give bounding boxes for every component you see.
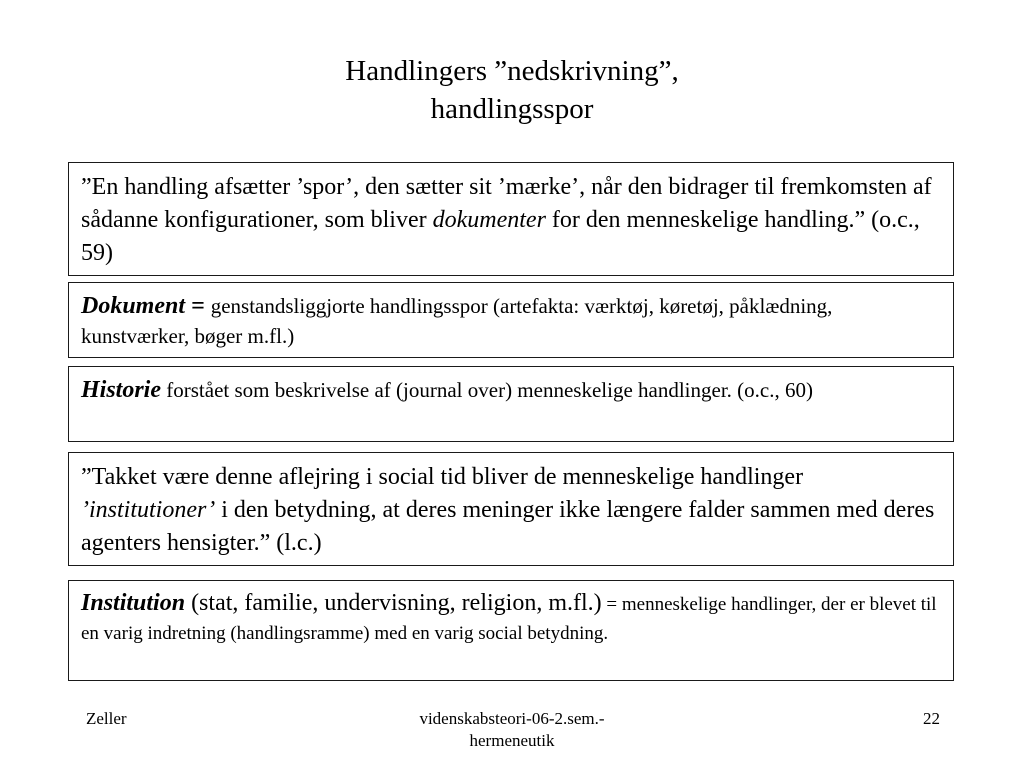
definition-text-dokument: genstandsliggjorte handlingsspor (artefakta: værktøj, køretøj, påklædning, kunstværker, bøger m.fl.) [81,294,833,348]
quote-trace-emphasis: dokumenter [432,207,546,233]
definition-term-dokument: Dokument [81,293,186,319]
slide-title-line-1: Handlingers ”nedskrivning”, [345,55,679,87]
definition-term-institution: Institution [81,590,186,616]
definition-text-institution: = menneskelige handlinger, der er blevet til en varig indretning (handlingsramme) med en varig social betydning. [81,594,937,644]
definition-term-historie: Historie [81,377,162,403]
footer-course-line-1: videnskabsteori-06-2.sem.- [419,709,605,728]
slide-title-line-2: handlingsspor [430,93,594,125]
definition-box-historie [68,366,954,442]
quote-trace-text-b: for den menneskelige handling.” (o.c., 59) [81,207,920,266]
quote-institution-text-b: i den betydning, at deres meninger ikke længere falder sammen med deres agenters hensigter.” (l.c.) [81,497,935,556]
definition-equals-sign: = [185,293,211,319]
quote-box-institution [68,452,954,566]
footer-course [362,708,662,752]
definition-examples-institution: (stat, familie, undervisning, religion, m.fl.) [185,590,602,616]
footer-page-number: 22 [923,709,940,728]
definition-box-dokument [68,282,954,358]
quote-institution-text-a: ”Takket være denne aflejring i social tid bliver de menneskelige handlinger [81,464,804,490]
footer-course-line-2: hermeneutik [469,731,555,750]
quote-institution-emphasis: ’institutioner’ [81,497,216,523]
quote-trace-text-a: ”En handling afsætter ’spor’, den sætter sit ’mærke’, når den bidrager til fremkomsten af sådanne konfigurationer, som bliver [81,174,932,233]
definition-text-historie: forstået som beskrivelse af (journal over) menneskelige handlinger. (o.c., 60) [161,378,813,402]
quote-box-trace [68,162,954,276]
slide-title [0,52,1024,128]
footer-author: Zeller [86,709,127,728]
definition-box-institution [68,580,954,681]
